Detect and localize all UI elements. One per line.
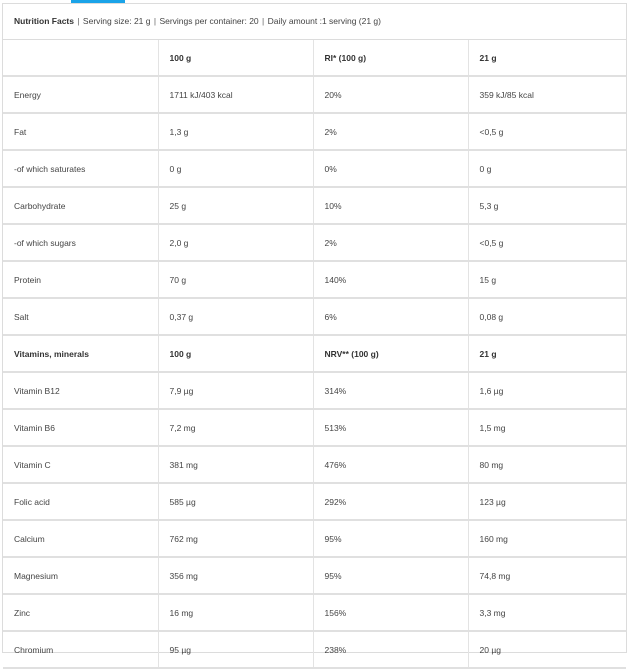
vitamin-name: Vitamin B12 bbox=[3, 372, 158, 409]
nutrient-name: Protein bbox=[3, 261, 158, 298]
value-ri: 2% bbox=[313, 224, 468, 261]
value-nrv: 95% bbox=[313, 557, 468, 594]
table-row bbox=[3, 113, 626, 150]
value-per-100g: 7,2 mg bbox=[158, 409, 313, 446]
table-row bbox=[3, 631, 626, 668]
vitamins-header-name: Vitamins, minerals bbox=[3, 335, 158, 372]
header-cell-name bbox=[3, 40, 158, 76]
value-ri: 6% bbox=[313, 298, 468, 335]
table-row bbox=[3, 483, 626, 520]
value-per-100g: 356 mg bbox=[158, 557, 313, 594]
value-ri: 10% bbox=[313, 187, 468, 224]
value-nrv: 476% bbox=[313, 446, 468, 483]
value-per-100g: 70 g bbox=[158, 261, 313, 298]
value-per-100g: 95 µg bbox=[158, 631, 313, 668]
value-per-serving: 0 g bbox=[468, 150, 626, 187]
table-row bbox=[3, 446, 626, 483]
vitamin-name: Folic acid bbox=[3, 483, 158, 520]
nutrient-name: Carbohydrate bbox=[3, 187, 158, 224]
value-ri: 0% bbox=[313, 150, 468, 187]
value-nrv: 156% bbox=[313, 594, 468, 631]
header-cell-per-serving: 21 g bbox=[468, 40, 626, 76]
value-nrv: 292% bbox=[313, 483, 468, 520]
value-per-serving: 15 g bbox=[468, 261, 626, 298]
value-per-serving: 20 µg bbox=[468, 631, 626, 668]
header-cell-ri: RI* (100 g) bbox=[313, 40, 468, 76]
vitamin-name: Calcium bbox=[3, 520, 158, 557]
value-nrv: 513% bbox=[313, 409, 468, 446]
vitamin-name: Vitamin C bbox=[3, 446, 158, 483]
caption-serving-size: Serving size: 21 g bbox=[82, 16, 151, 26]
table-row bbox=[3, 520, 626, 557]
vitamins-header-nrv: NRV** (100 g) bbox=[313, 335, 468, 372]
value-per-serving: 74,8 mg bbox=[468, 557, 626, 594]
caption-servings-per-container: Servings per container: 20 bbox=[159, 16, 259, 26]
table-header-row bbox=[3, 40, 626, 76]
table-row bbox=[3, 372, 626, 409]
table-row bbox=[3, 409, 626, 446]
value-per-serving: 0,08 g bbox=[468, 298, 626, 335]
table-row bbox=[3, 187, 626, 224]
value-per-100g: 1711 kJ/403 kcal bbox=[158, 76, 313, 113]
table-row bbox=[3, 76, 626, 113]
value-nrv: 314% bbox=[313, 372, 468, 409]
value-per-100g: 762 mg bbox=[158, 520, 313, 557]
value-per-100g: 16 mg bbox=[158, 594, 313, 631]
vitamins-header-row bbox=[3, 335, 626, 372]
value-per-serving: <0,5 g bbox=[468, 224, 626, 261]
value-per-serving: 80 mg bbox=[468, 446, 626, 483]
value-per-100g: 1,3 g bbox=[158, 113, 313, 150]
table-row bbox=[3, 150, 626, 187]
value-ri: 20% bbox=[313, 76, 468, 113]
vitamin-name: Zinc bbox=[3, 594, 158, 631]
nutrition-facts-panel bbox=[2, 3, 627, 653]
table-row bbox=[3, 557, 626, 594]
value-per-serving: 123 µg bbox=[468, 483, 626, 520]
value-per-serving: 160 mg bbox=[468, 520, 626, 557]
value-per-100g: 2,0 g bbox=[158, 224, 313, 261]
value-per-100g: 25 g bbox=[158, 187, 313, 224]
nutrient-name: -of which sugars bbox=[3, 224, 158, 261]
table-row bbox=[3, 224, 626, 261]
value-per-100g: 0,37 g bbox=[158, 298, 313, 335]
nutrient-name: Energy bbox=[3, 76, 158, 113]
value-per-serving: 359 kJ/85 kcal bbox=[468, 76, 626, 113]
vitamin-name: Magnesium bbox=[3, 557, 158, 594]
vitamin-name: Vitamin B6 bbox=[3, 409, 158, 446]
nutrition-table bbox=[3, 40, 626, 669]
value-per-serving: <0,5 g bbox=[468, 113, 626, 150]
value-per-100g: 585 µg bbox=[158, 483, 313, 520]
value-nrv: 95% bbox=[313, 520, 468, 557]
value-nrv: 238% bbox=[313, 631, 468, 668]
vitamin-name: Chromium bbox=[3, 631, 158, 668]
caption-title: Nutrition Facts bbox=[14, 16, 74, 26]
vitamins-header-per-100g: 100 g bbox=[158, 335, 313, 372]
vitamins-header-per-serving: 21 g bbox=[468, 335, 626, 372]
nutrient-name: Salt bbox=[3, 298, 158, 335]
value-per-serving: 1,6 µg bbox=[468, 372, 626, 409]
header-cell-per-100g: 100 g bbox=[158, 40, 313, 76]
nutrition-caption: Nutrition Facts | Serving size: 21 g | Servings per container: 20 | Daily amount :1 serving (21 g) bbox=[3, 4, 626, 40]
table-row bbox=[3, 261, 626, 298]
table-row bbox=[3, 298, 626, 335]
nutrient-name: Fat bbox=[3, 113, 158, 150]
value-per-serving: 5,3 g bbox=[468, 187, 626, 224]
table-row bbox=[3, 594, 626, 631]
value-per-serving: 3,3 mg bbox=[468, 594, 626, 631]
caption-daily-amount: Daily amount :1 serving (21 g) bbox=[267, 16, 381, 26]
value-per-100g: 0 g bbox=[158, 150, 313, 187]
nutrient-name: -of which saturates bbox=[3, 150, 158, 187]
value-per-100g: 381 mg bbox=[158, 446, 313, 483]
value-ri: 140% bbox=[313, 261, 468, 298]
value-ri: 2% bbox=[313, 113, 468, 150]
value-per-serving: 1,5 mg bbox=[468, 409, 626, 446]
value-per-100g: 7,9 µg bbox=[158, 372, 313, 409]
